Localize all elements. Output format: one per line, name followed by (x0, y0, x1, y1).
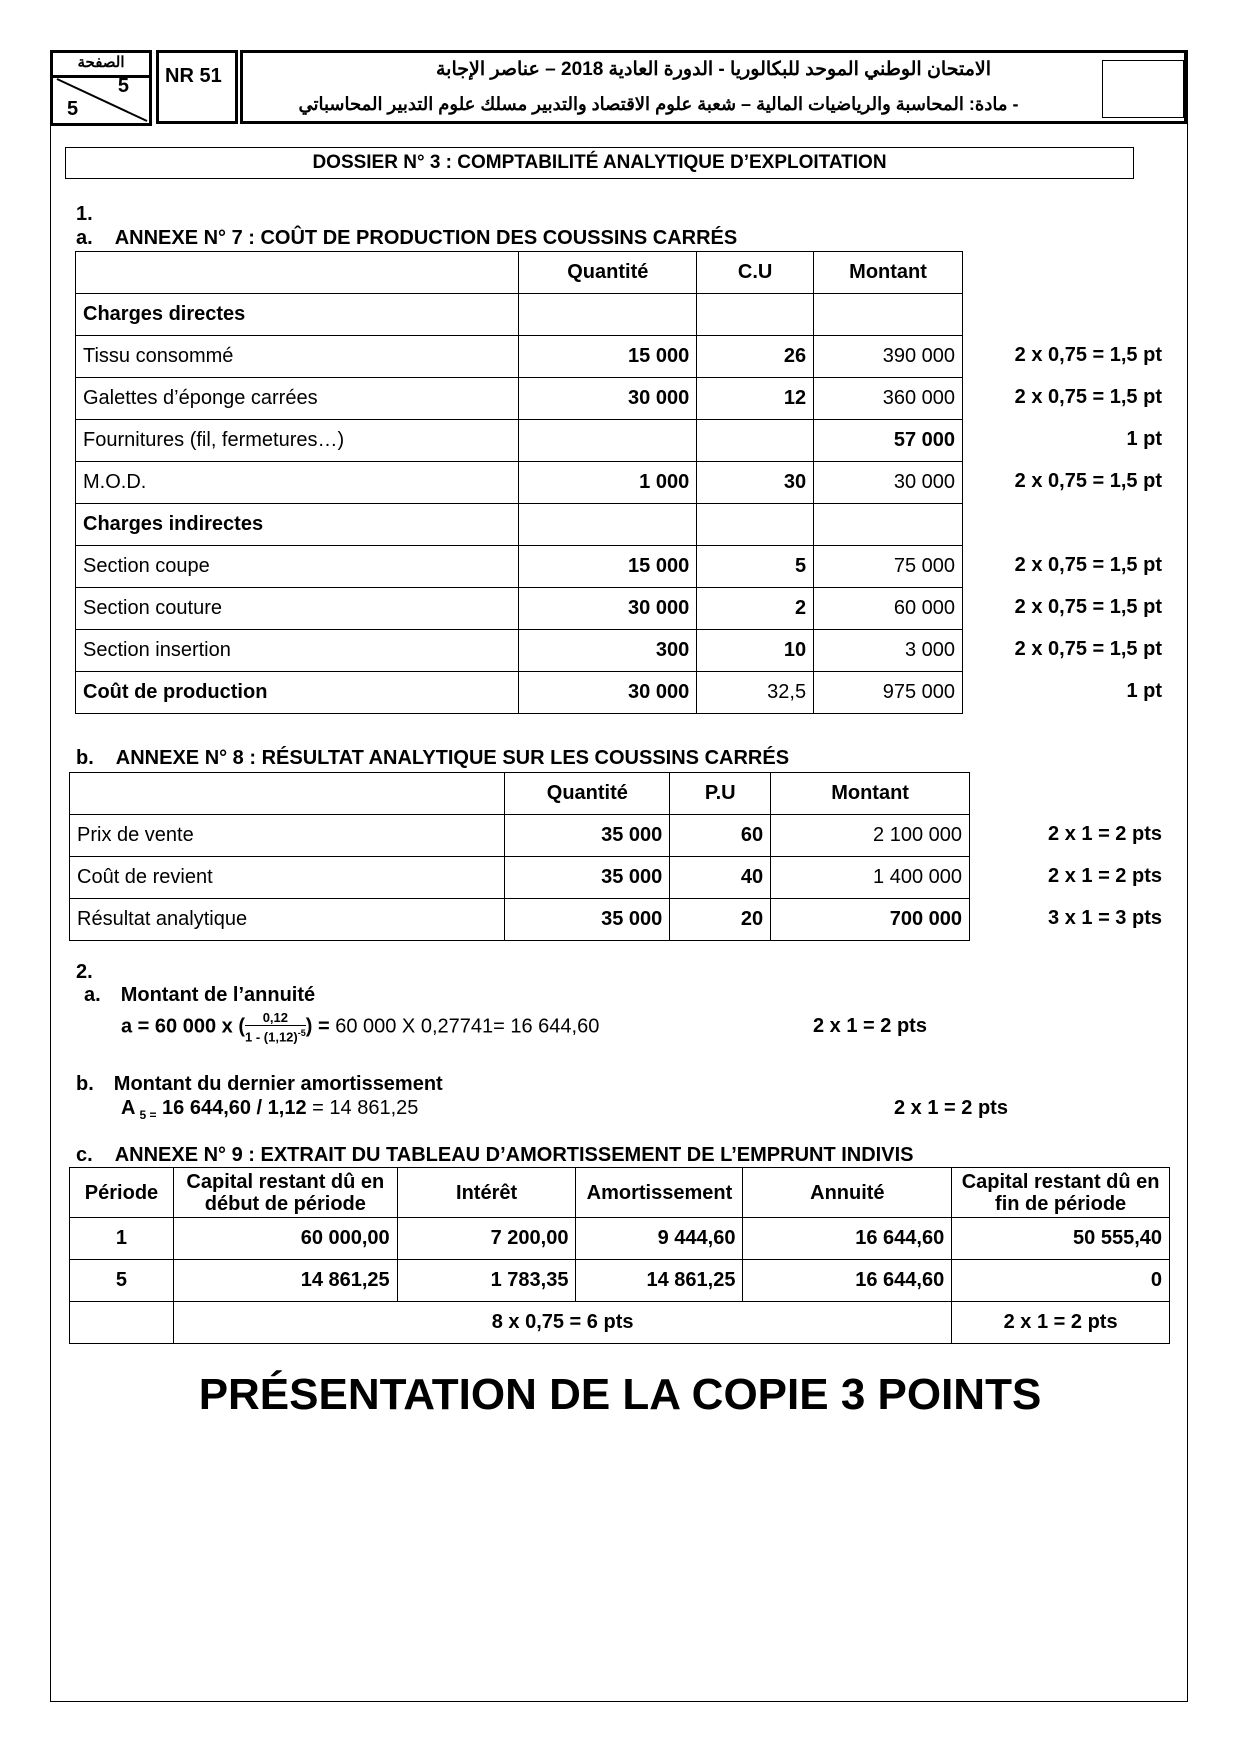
amount-cell: 30 000 (814, 462, 963, 504)
production-cost-table (75, 251, 963, 714)
table-cell: 16 644,60 (743, 1260, 952, 1302)
points-label: 2 x 0,75 = 1,5 pt (1014, 470, 1162, 492)
presentation-title: PRÉSENTATION DE LA COPIE 3 POINTS (198, 1370, 1042, 1419)
q2b-heading (76, 1073, 443, 1096)
page-total: 5 (67, 98, 79, 120)
amount-cell: 360 000 (814, 378, 963, 420)
table-row (70, 815, 970, 857)
amount-cell: 60 000 (814, 588, 963, 630)
q2a-title: Montant de l’annuité (120, 984, 316, 1006)
unit-cost-cell (697, 420, 814, 462)
quantity-cell: 35 000 (505, 815, 670, 857)
row-label: Section coupe (76, 546, 519, 588)
table-cell: 0 (952, 1260, 1170, 1302)
row-label: Galettes d’éponge carrées (76, 378, 519, 420)
table-cell: 50 555,40 (952, 1218, 1170, 1260)
amount-cell: 700 000 (771, 899, 970, 941)
row-label: Charges directes (76, 294, 519, 336)
formula-mid: ) = (305, 1015, 336, 1038)
row-label: Section insertion (76, 630, 519, 672)
amount-cell (814, 294, 963, 336)
unit-cost-cell (697, 504, 814, 546)
unit-cost-cell: 12 (697, 378, 814, 420)
quantity-cell: 35 000 (505, 857, 670, 899)
unit-cost-cell: 30 (697, 462, 814, 504)
column-header: Quantité (519, 252, 697, 294)
row-label: M.O.D. (76, 462, 519, 504)
table-row (76, 462, 963, 504)
exam-code: NR 51 (156, 50, 238, 124)
amount-cell: 390 000 (814, 336, 963, 378)
points-cell: 2 x 1 = 2 pts (952, 1302, 1170, 1344)
header-line-2: - مادة: المحاسبة والرياضيات المالية – شعبة علوم الاقتصاد والتدبير مسلك علوم التدبير المحاسباتي (298, 94, 1019, 114)
table-row (70, 1218, 1170, 1260)
row-label: Coût de revient (70, 857, 505, 899)
fraction-numerator: 0,12 (245, 1010, 306, 1026)
quantity-cell: 30 000 (519, 588, 697, 630)
formula-bold: 16 644,60 / 1,12 (156, 1097, 313, 1119)
quantity-cell (519, 420, 697, 462)
row-label: Charges indirectes (76, 504, 519, 546)
table-cell: 1 783,35 (397, 1260, 576, 1302)
fraction-denominator: 1 - (1,12) (244, 1029, 298, 1045)
table-row (76, 588, 963, 630)
column-header: Capital restant dû en début de période (173, 1168, 397, 1218)
column-header: Montant (771, 773, 970, 815)
table-header-row (76, 252, 963, 294)
points-label: 1 pt (1126, 428, 1162, 450)
table-cell: 60 000,00 (173, 1218, 397, 1260)
table-row (76, 336, 963, 378)
points-label: 2 x 0,75 = 1,5 pt (1014, 638, 1162, 660)
unit-cost-cell: 2 (697, 588, 814, 630)
q2c-title: ANNEXE N° 9 : EXTRAIT DU TABLEAU D’AMORTISSEMENT DE L’EMPRUNT INDIVIS (114, 1144, 914, 1166)
q1-number: 1. (76, 203, 93, 225)
table-row (76, 504, 963, 546)
table-row (76, 546, 963, 588)
q2a-heading (84, 984, 315, 1007)
row-label: Prix de vente (70, 815, 505, 857)
amount-cell: 2 100 000 (771, 815, 970, 857)
amount-cell (814, 504, 963, 546)
table-row (76, 378, 963, 420)
table-row (76, 672, 963, 714)
table-row (76, 420, 963, 462)
quantity-cell: 30 000 (519, 378, 697, 420)
empty-cell (70, 1302, 174, 1344)
header-line-1: الامتحان الوطني الموحد للبكالوريا - الدورة العادية 2018 – عناصر الإجابة (435, 59, 992, 80)
q1a-label: a. (76, 227, 93, 249)
unit-cost-cell (697, 294, 814, 336)
formula-rest: = 14 861,25 (312, 1097, 419, 1119)
q2b-title: Montant du dernier amortissement (113, 1073, 443, 1095)
amortization-formula (121, 1097, 418, 1122)
table-header-row (70, 1168, 1170, 1218)
dossier-title: DOSSIER N° 3 : COMPTABILITÉ ANALYTIQUE D’EXPLOITATION (65, 147, 1134, 179)
column-header: P.U (670, 773, 771, 815)
fraction-exponent: -5 (297, 1028, 306, 1038)
row-label: Tissu consommé (76, 336, 519, 378)
grade-box (1102, 60, 1184, 118)
table-row (70, 857, 970, 899)
unit-cost-cell: 10 (697, 630, 814, 672)
table-header-row (70, 773, 970, 815)
points-label: 1 pt (1126, 680, 1162, 702)
loan-amortization-table (69, 1167, 1170, 1344)
page-number-box (50, 50, 152, 126)
formula-fraction (245, 1010, 306, 1044)
amount-cell: 975 000 (814, 672, 963, 714)
formula-a: A (121, 1097, 136, 1119)
points-label: 2 x 0,75 = 1,5 pt (1014, 554, 1162, 576)
column-header: Période (70, 1168, 174, 1218)
quantity-cell: 30 000 (519, 672, 697, 714)
formula-result: 60 000 X 0,27741= 16 644,60 (335, 1015, 600, 1038)
table-cell: 14 861,25 (173, 1260, 397, 1302)
table-cell: 7 200,00 (397, 1218, 576, 1260)
formula-left: a = 60 000 x ( (121, 1015, 245, 1038)
unit-cost-cell: 5 (697, 546, 814, 588)
q1a-heading (76, 227, 737, 250)
annuity-formula (121, 1010, 599, 1044)
unit-cost-cell: 26 (697, 336, 814, 378)
formula-sub: 5 = (139, 1108, 157, 1122)
column-header: Annuité (743, 1168, 952, 1218)
q1b-label: b. (76, 747, 94, 769)
unit-price-cell: 40 (670, 857, 771, 899)
page-current: 5 (117, 75, 129, 97)
column-header (76, 252, 519, 294)
table-cell: 1 (70, 1218, 174, 1260)
quantity-cell: 15 000 (519, 546, 697, 588)
amount-cell: 3 000 (814, 630, 963, 672)
quantity-cell (519, 504, 697, 546)
points-label: 2 x 0,75 = 1,5 pt (1014, 344, 1162, 366)
points-row (70, 1302, 1170, 1344)
quantity-cell: 1 000 (519, 462, 697, 504)
quantity-cell: 15 000 (519, 336, 697, 378)
q2c-label: c. (76, 1144, 93, 1166)
page-label: الصفحة (53, 53, 149, 78)
q2b-points: 2 x 1 = 2 pts (894, 1097, 1008, 1119)
unit-price-cell: 60 (670, 815, 771, 857)
column-header: C.U (697, 252, 814, 294)
points-label: 2 x 1 = 2 pts (1048, 823, 1162, 845)
table-row (70, 899, 970, 941)
row-label: Fournitures (fil, fermetures…) (76, 420, 519, 462)
row-label: Coût de production (76, 672, 519, 714)
column-header: Montant (814, 252, 963, 294)
quantity-cell: 35 000 (505, 899, 670, 941)
column-header (70, 773, 505, 815)
points-cell: 8 x 0,75 = 6 pts (173, 1302, 951, 1344)
q2c-heading (76, 1144, 913, 1167)
q1b-heading (76, 747, 789, 770)
analytic-result-table (69, 772, 970, 941)
column-header: Quantité (505, 773, 670, 815)
q2-number: 2. (76, 961, 93, 983)
table-cell: 14 861,25 (576, 1260, 743, 1302)
q2b-label: b. (76, 1073, 94, 1095)
quantity-cell: 300 (519, 630, 697, 672)
amount-cell: 57 000 (814, 420, 963, 462)
column-header: Capital restant dû en fin de période (952, 1168, 1170, 1218)
table-row (70, 1260, 1170, 1302)
table-cell: 5 (70, 1260, 174, 1302)
q2a-label: a. (84, 984, 101, 1006)
amount-cell: 1 400 000 (771, 857, 970, 899)
amount-cell: 75 000 (814, 546, 963, 588)
unit-cost-cell: 32,5 (697, 672, 814, 714)
column-header: Amortissement (576, 1168, 743, 1218)
points-label: 2 x 1 = 2 pts (1048, 865, 1162, 887)
unit-price-cell: 20 (670, 899, 771, 941)
column-header: Intérêt (397, 1168, 576, 1218)
table-row (76, 294, 963, 336)
table-cell: 16 644,60 (743, 1218, 952, 1260)
table-cell: 9 444,60 (576, 1218, 743, 1260)
points-label: 2 x 0,75 = 1,5 pt (1014, 596, 1162, 618)
row-label: Résultat analytique (70, 899, 505, 941)
q1a-title: ANNEXE N° 7 : COÛT DE PRODUCTION DES COUSSINS CARRÉS (114, 227, 738, 249)
row-label: Section couture (76, 588, 519, 630)
table-row (76, 630, 963, 672)
q2a-points: 2 x 1 = 2 pts (813, 1015, 927, 1037)
points-label: 2 x 0,75 = 1,5 pt (1014, 386, 1162, 408)
quantity-cell (519, 294, 697, 336)
points-label: 3 x 1 = 3 pts (1048, 907, 1162, 929)
exam-header-arabic (240, 50, 1187, 124)
q1b-title: ANNEXE N° 8 : RÉSULTAT ANALYTIQUE SUR LES COUSSINS CARRÉS (115, 747, 790, 769)
